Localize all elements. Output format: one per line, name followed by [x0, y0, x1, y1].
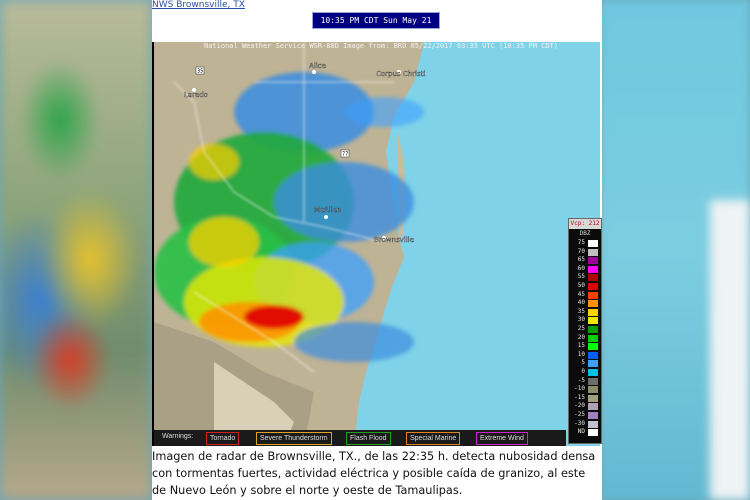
legend-color-swatch	[588, 421, 598, 428]
warnings-label: Warnings:	[162, 433, 194, 440]
city-label: Alice	[309, 62, 326, 70]
legend-level-label: -25	[574, 411, 585, 418]
legend-color-swatch	[588, 257, 598, 264]
legend-level-label: 55	[577, 273, 585, 281]
legend-color-swatch	[588, 249, 598, 256]
legend-color-swatch	[588, 335, 598, 342]
legend-color-swatch	[588, 317, 598, 324]
legend-color-swatch	[588, 378, 598, 385]
legend-row	[571, 351, 599, 360]
legend-level-label: -10	[574, 385, 585, 393]
legend-row	[571, 308, 599, 317]
nws-brownsville-link[interactable]: NWS Brownsville, TX	[152, 0, 245, 10]
legend-level-label: 0	[581, 368, 585, 375]
legend-row	[571, 316, 599, 325]
photo-caption: Imagen de radar de Brownsville, TX., de las 22:35 h. detecta nubosidad densa con tormentas fuertes, actividad eléctrica y posible caída de granizo, al este de Nuevo León y sobre el norte y oeste de Tamaulipas.	[152, 450, 596, 497]
warning-chip-extreme-wind: Extreme Wind	[476, 432, 528, 445]
legend-color-swatch	[588, 300, 598, 307]
warning-chip-special-marine: Special Marine	[406, 432, 460, 445]
legend-level-label: 75	[577, 239, 585, 246]
legend-unit: DBZ	[579, 230, 591, 237]
legend-row	[571, 385, 599, 394]
legend-color-swatch	[588, 360, 598, 367]
legend-color-swatch	[588, 429, 598, 436]
legend-color-swatch	[588, 309, 598, 316]
city-label: McAllen	[314, 206, 342, 214]
warning-chip-severe-thunderstorm: Severe Thunderstorm	[256, 432, 332, 445]
radar-map	[154, 42, 600, 446]
blurred-radar-left	[0, 0, 152, 500]
article-card	[152, 0, 602, 500]
legend-level-label: 20	[577, 333, 585, 341]
legend-row	[571, 394, 599, 403]
legend-row	[571, 402, 599, 411]
legend-row	[571, 359, 599, 368]
legend-level-label: ND	[577, 428, 585, 436]
legend-row	[571, 265, 599, 274]
legend-level-label: 15	[577, 342, 585, 350]
legend-row	[571, 282, 599, 291]
legend-row	[571, 411, 599, 420]
legend-row	[571, 325, 599, 334]
legend-row	[571, 342, 599, 351]
warning-chip-flash-flood: Flash Flood	[346, 432, 391, 445]
legend-color-swatch	[588, 240, 598, 247]
legend-level-label: -30	[574, 419, 585, 427]
legend-color-swatch	[588, 274, 598, 281]
legend-level-label: -15	[574, 393, 585, 401]
legend-level-label: 60	[577, 264, 585, 272]
radar-image	[152, 42, 600, 446]
legend-level-label: 50	[577, 282, 585, 289]
warnings-bar	[154, 430, 566, 446]
legend-level-label: 45	[577, 290, 585, 298]
legend-color-swatch	[588, 352, 598, 359]
dbz-legend	[568, 218, 602, 444]
radar-title: National Weather Service WSR-88D Image from: BRO 05/22/2017 03:35 UTC (10:35 PM CDT)	[204, 42, 559, 50]
legend-row	[571, 377, 599, 386]
legend-color-swatch	[588, 266, 598, 273]
legend-color-swatch	[588, 326, 598, 333]
city-label: Laredo	[184, 91, 208, 99]
legend-level-label: 30	[577, 316, 585, 324]
legend-color-swatch	[588, 369, 598, 376]
legend-row	[571, 273, 599, 282]
legend-level-label: -5	[577, 376, 585, 384]
legend-row	[571, 299, 599, 308]
legend-vcp: Vcp: 212	[570, 220, 600, 227]
legend-row	[571, 368, 599, 377]
city-label: Brownsville	[374, 236, 414, 244]
legend-color-swatch	[588, 283, 598, 290]
legend-row	[571, 420, 599, 429]
blurred-gulf-right	[600, 0, 750, 500]
legend-color-swatch	[588, 386, 598, 393]
legend-color-swatch	[588, 403, 598, 410]
legend-level-label: -20	[574, 402, 585, 410]
legend-row	[571, 334, 599, 343]
legend-row	[571, 256, 599, 265]
legend-level-label: 5	[581, 359, 585, 367]
timestamp-box: 10:35 PM CDT Sun May 21 2017	[312, 12, 440, 29]
highway-label: 77	[342, 151, 349, 158]
legend-row	[571, 291, 599, 300]
legend-row	[571, 248, 599, 257]
legend-level-label: 70	[577, 247, 585, 255]
legend-level-label: 25	[577, 325, 585, 332]
legend-color-swatch	[588, 343, 598, 350]
legend-level-label: 65	[577, 256, 585, 264]
legend-color-swatch	[588, 395, 598, 402]
legend-row	[571, 428, 599, 437]
legend-level-label: 40	[577, 299, 585, 307]
legend-level-label: 35	[577, 307, 585, 315]
warning-chip-tornado: Tornado	[206, 432, 239, 445]
legend-level-label: 10	[577, 350, 585, 358]
legend-color-swatch	[588, 292, 598, 299]
legend-color-swatch	[588, 412, 598, 419]
legend-row	[571, 239, 599, 248]
highway-label: 35	[197, 68, 204, 75]
city-label: Corpus Christi	[376, 70, 426, 78]
